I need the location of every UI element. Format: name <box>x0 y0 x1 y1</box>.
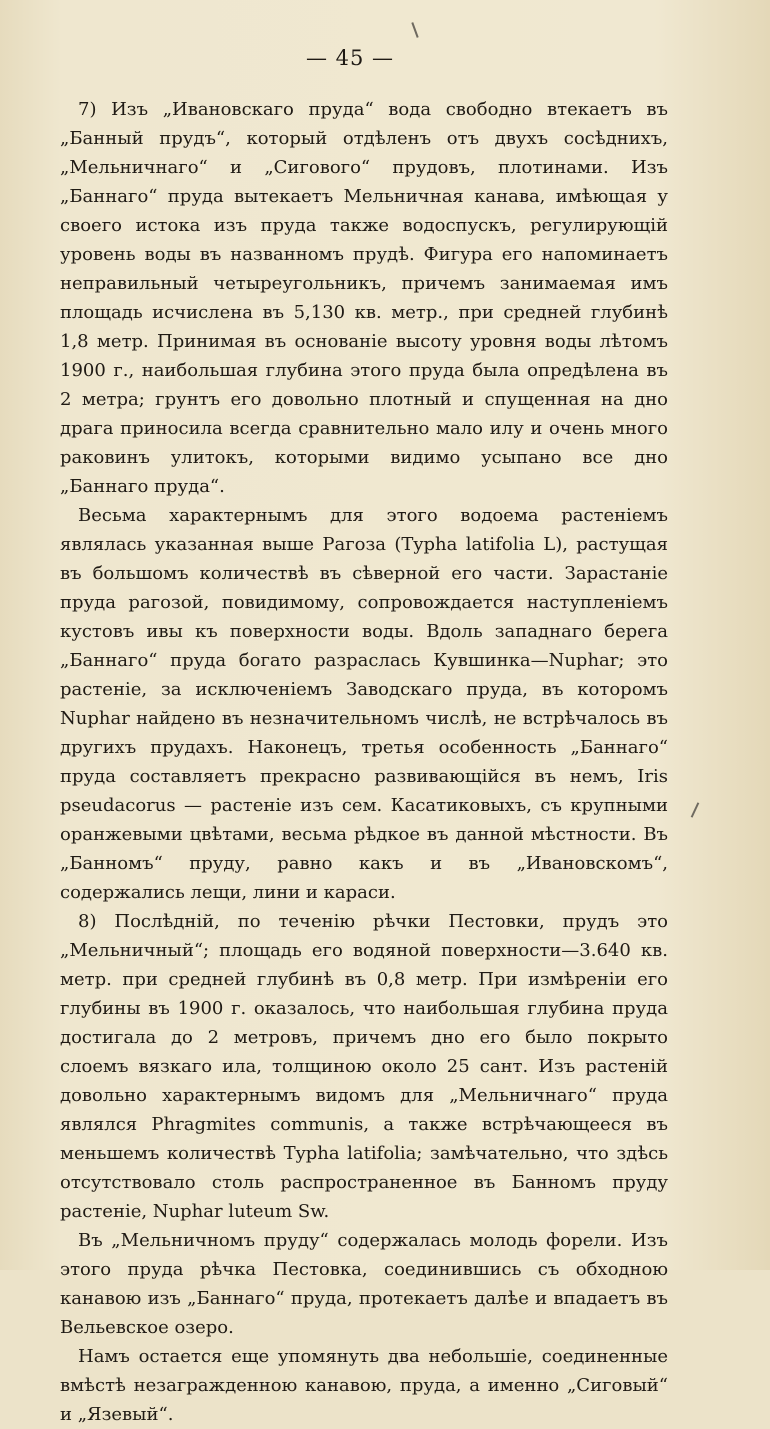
page-number: — 45 — <box>305 46 395 70</box>
paragraph-8-melnichny: 8) Послѣдній, по теченію рѣчки Пестовки, прудъ это „Мельничный“; площадь его водяной поверхности—3.640 кв. метр. при средней глубинѣ въ 0,8 метр. При измѣреніи его глубины въ 1900 г. оказалось, что наибольшая глубина пруда достигала до 2 метровъ, причемъ дно его было покрыто слоемъ вязкаго ила, толщиною около 25 сант. Изъ растеній довольно характернымъ видомъ для „Мельничнаго“ пруда являлся Phragmites communis, а также встрѣчающееся въ меньшемъ количествѣ Typha latifolia; замѣчательно, что здѣсь отсутствовало столь распространенное въ Банномъ пруду растеніе, Nuphar luteum Sw. <box>60 911 668 1222</box>
paper-speck <box>691 802 700 817</box>
body-text <box>60 95 668 1429</box>
paper-speck <box>411 22 418 38</box>
paragraph-7-ivanovsky-to-banny: 7) Изъ „Ивановскаго пруда“ вода свободно втекаетъ въ „Банный прудъ“, который отдѣленъ отъ двухъ сосѣднихъ, „Мельничнаго“ и „Сигового“ прудовъ, плотинами. Изъ „Баннаго“ пруда вытекаетъ Мельничная канава, имѣющая у своего истока изъ пруда также водоспускъ, регулирующій уровень воды въ названномъ прудѣ. Фигура его напоминаетъ неправильный четыреугольникъ, причемъ занимаемая имъ площадь исчислена въ 5,130 кв. метр., при средней глубинѣ 1,8 метр. Принимая въ основаніе высоту уровня воды лѣтомъ 1900 г., наибольшая глубина этого пруда была опредѣлена въ 2 метра; грунтъ его довольно плотный и спущенная на дно драга приносила всегда сравнительно мало илу и очень много раковинъ улитокъ, которыми видимо усыпано все дно „Баннаго пруда“. <box>60 99 668 497</box>
paragraph-melnichny-trout: Въ „Мельничномъ пруду“ содержалась молодь форели. Изъ этого пруда рѣчка Пестовка, соединившись съ обходною канавою изъ „Баннаго“ пруда, протекаетъ далѣе и впадаетъ въ Вельевское озеро. <box>60 1230 668 1338</box>
paragraph-sigovy-yazevy: Намъ остается еще упомянуть два небольшіе, соединенные вмѣстѣ незагражденною канавою, пруда, а именно „Сиговый“ и „Язевый“. <box>60 1346 668 1425</box>
paragraph-banny-vegetation: Весьма характернымъ для этого водоема растеніемъ являлась указанная выше Рагоза (Typha latifolia L), растущая въ большомъ количествѣ въ сѣверной его части. Зарастаніе пруда рагозой, повидимому, сопровождается наступленіемъ кустовъ ивы къ поверхности воды. Вдоль западнаго берега „Баннаго“ пруда богато разраслась Кувшинка—Nuphar; это растеніе, за исключеніемъ Заводскаго пруда, въ которомъ Nuphar найдено въ незначительномъ числѣ, не встрѣчалось въ другихъ прудахъ. Наконецъ, третья особенность „Баннаго“ пруда составляетъ прекрасно развивающійся въ немъ, Iris pseudacorus — растеніе изъ сем. Касатиковыхъ, съ крупными оранжевыми цвѣтами, весьма рѣдкое въ данной мѣстности. Въ „Банномъ“ пруду, равно какъ и въ „Ивановскомъ“, содержались лещи, лини и караси. <box>60 505 668 903</box>
